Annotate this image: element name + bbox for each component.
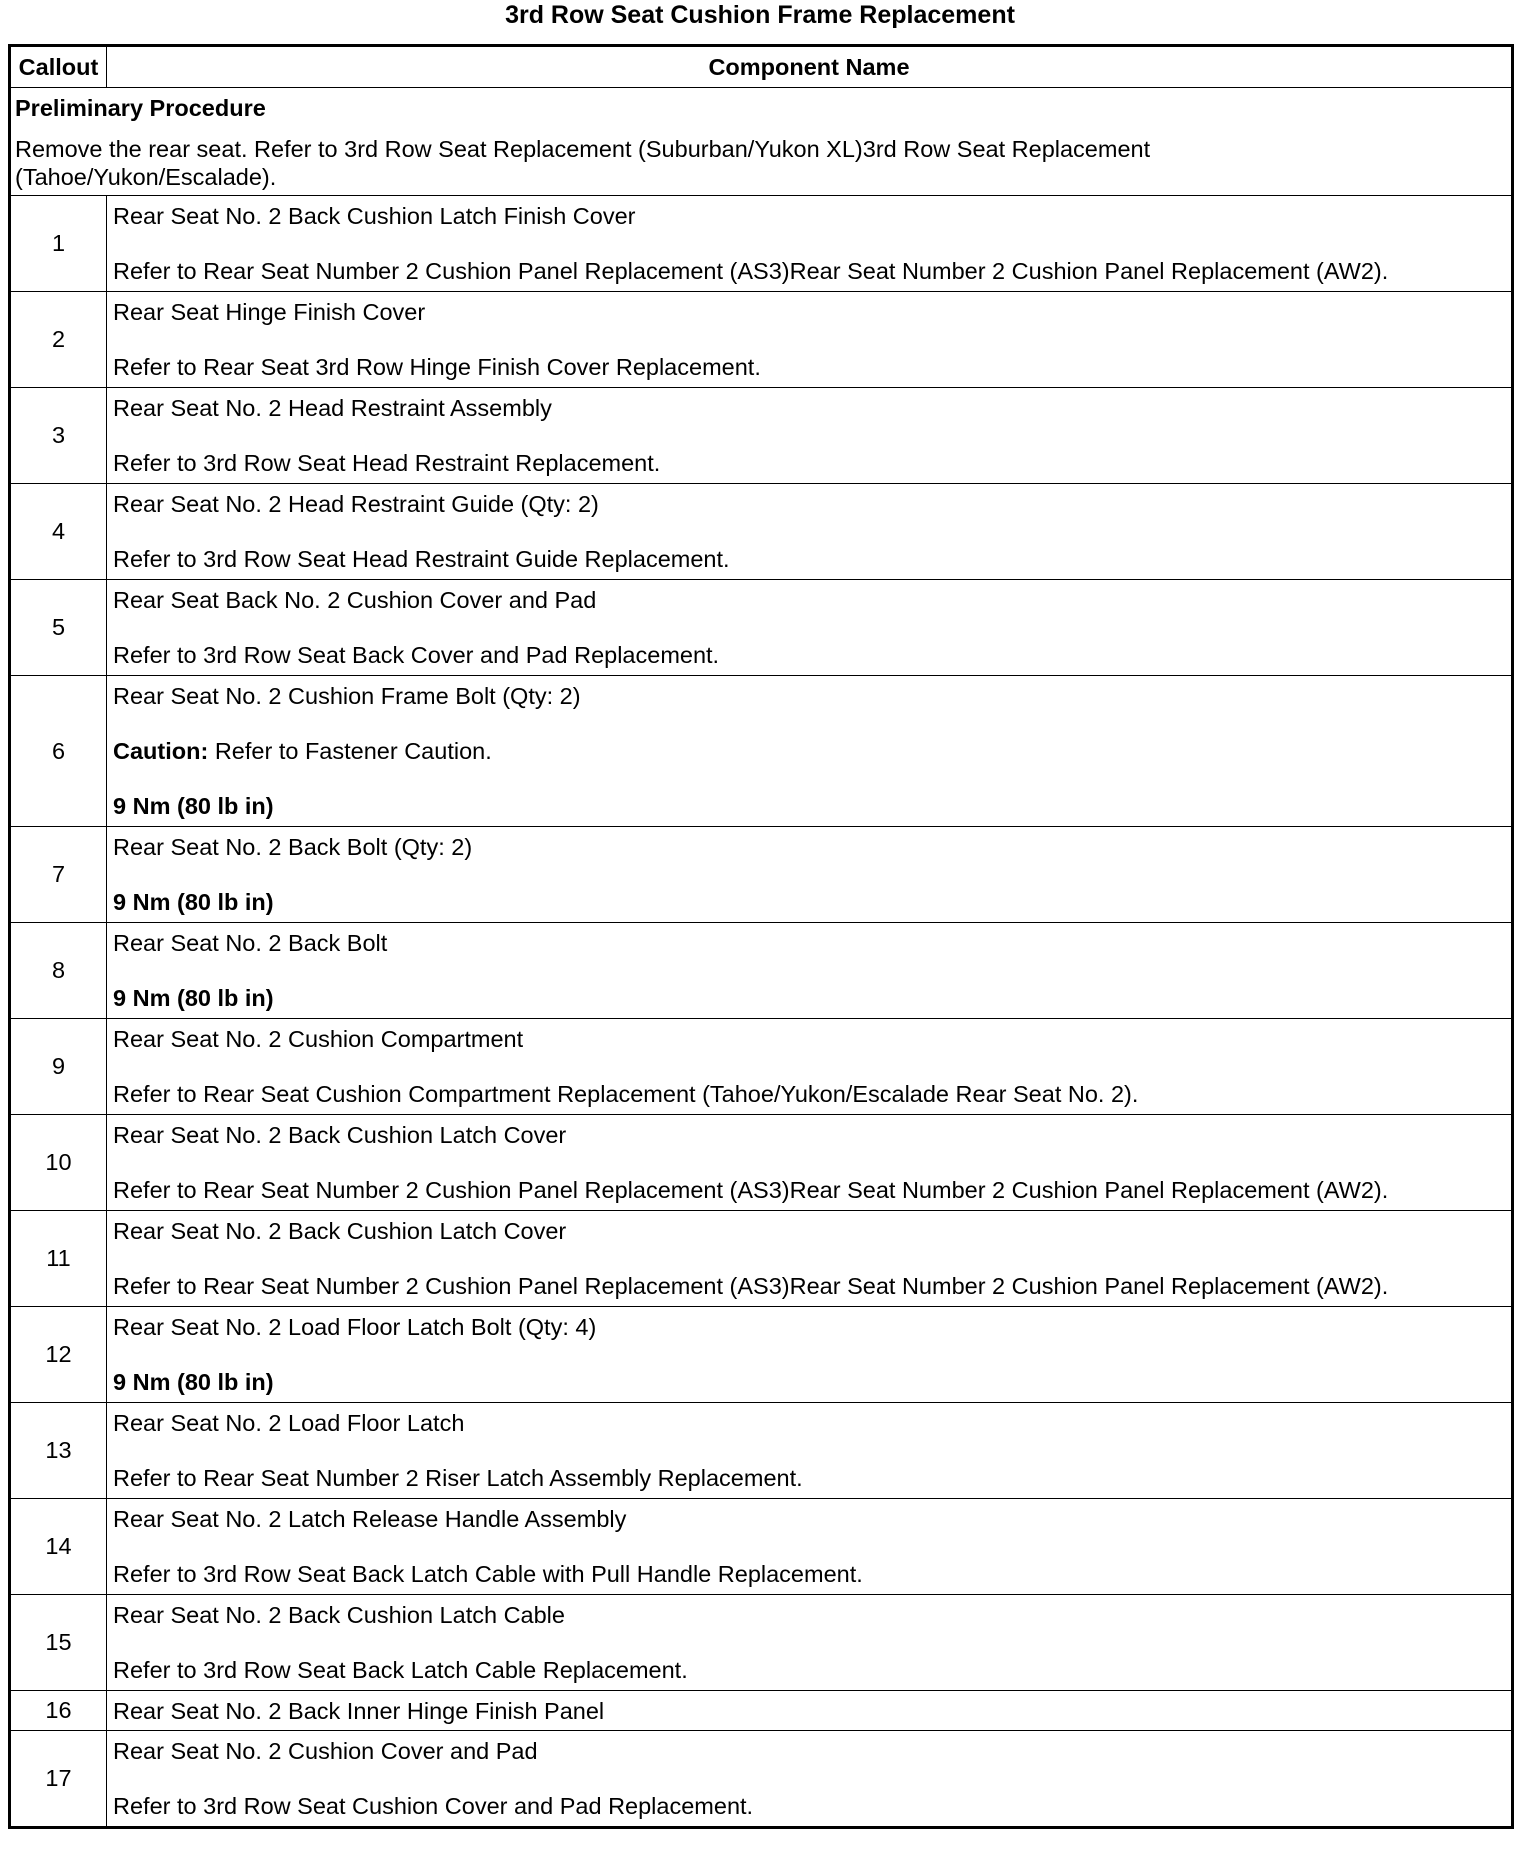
table-row (10, 827, 1513, 923)
document-title: 3rd Row Seat Cushion Frame Replacement (505, 1, 1015, 29)
component-reference: Refer to 3rd Row Seat Head Restraint Replacement. (113, 450, 661, 476)
table-row (10, 1019, 1513, 1115)
table-row (10, 1211, 1513, 1307)
table-row (10, 1595, 1513, 1691)
torque-spec: 9 Nm (80 lb in) (113, 1369, 274, 1395)
preliminary-procedure-title: Preliminary Procedure (15, 95, 266, 121)
component-cell (107, 196, 1513, 292)
component-cell (107, 923, 1513, 1019)
torque-spec: 9 Nm (80 lb in) (113, 793, 274, 819)
component-name: Rear Seat No. 2 Cushion Compartment (113, 1026, 524, 1052)
component-reference: Refer to 3rd Row Seat Back Latch Cable with Pull Handle Replacement. (113, 1561, 863, 1587)
component-reference: Refer to Rear Seat 3rd Row Hinge Finish Cover Replacement. (113, 354, 761, 380)
component-cell (107, 1115, 1513, 1211)
component-name: Rear Seat No. 2 Back Cushion Latch Cover (113, 1122, 567, 1148)
callout-number: 10 (10, 1115, 107, 1211)
callout-number: 14 (10, 1499, 107, 1595)
component-name-column-header: Component Name (107, 46, 1513, 88)
component-reference: Refer to Rear Seat Number 2 Cushion Panel Replacement (AS3)Rear Seat Number 2 Cushion Panel Replacement (AW2). (113, 258, 1389, 284)
preliminary-procedure-cell (10, 88, 1513, 196)
table-header-row (10, 46, 1513, 88)
callout-number: 8 (10, 923, 107, 1019)
torque-spec: 9 Nm (80 lb in) (113, 889, 274, 915)
table-row (10, 1731, 1513, 1828)
component-cell (107, 580, 1513, 676)
component-name: Rear Seat Hinge Finish Cover (113, 299, 426, 325)
component-reference: Refer to Rear Seat Number 2 Riser Latch Assembly Replacement. (113, 1465, 803, 1491)
component-reference: Refer to Rear Seat Number 2 Cushion Panel Replacement (AS3)Rear Seat Number 2 Cushion Panel Replacement (AW2). (113, 1273, 1389, 1299)
component-cell (107, 1499, 1513, 1595)
components-table (8, 44, 1514, 1829)
table-row (10, 292, 1513, 388)
callout-number: 17 (10, 1731, 107, 1828)
component-name: Rear Seat No. 2 Cushion Frame Bolt (Qty: 2) (113, 683, 581, 709)
callout-number: 12 (10, 1307, 107, 1403)
component-reference: Refer to Rear Seat Cushion Compartment Replacement (Tahoe/Yukon/Escalade Rear Seat No. 2). (113, 1081, 1139, 1107)
table-row (10, 923, 1513, 1019)
component-cell (107, 292, 1513, 388)
preliminary-line-2: (Tahoe/Yukon/Escalade). (15, 164, 277, 190)
component-cell (107, 1307, 1513, 1403)
component-cell (107, 1595, 1513, 1691)
callout-column-header: Callout (10, 46, 107, 88)
component-reference: Refer to 3rd Row Seat Back Latch Cable Replacement. (113, 1657, 688, 1683)
table-row (10, 676, 1513, 827)
component-cell (107, 1211, 1513, 1307)
component-name: Rear Seat No. 2 Back Bolt (113, 930, 388, 956)
callout-number: 5 (10, 580, 107, 676)
component-name: Rear Seat No. 2 Back Cushion Latch Cable (113, 1602, 565, 1628)
table-row (10, 388, 1513, 484)
table-row (10, 484, 1513, 580)
callout-number: 13 (10, 1403, 107, 1499)
table-row (10, 1307, 1513, 1403)
table-row (10, 196, 1513, 292)
component-reference: Refer to Rear Seat Number 2 Cushion Panel Replacement (AS3)Rear Seat Number 2 Cushion Panel Replacement (AW2). (113, 1177, 1389, 1203)
component-name: Rear Seat No. 2 Load Floor Latch (113, 1410, 465, 1436)
table-row (10, 580, 1513, 676)
callout-number: 7 (10, 827, 107, 923)
component-name: Rear Seat No. 2 Back Bolt (Qty: 2) (113, 834, 473, 860)
caution-text: Refer to Fastener Caution. (208, 738, 492, 764)
component-name: Rear Seat No. 2 Head Restraint Guide (Qty: 2) (113, 491, 599, 517)
table-row (10, 1403, 1513, 1499)
callout-number: 15 (10, 1595, 107, 1691)
component-name: Rear Seat No. 2 Head Restraint Assembly (113, 395, 552, 421)
component-reference: Refer to 3rd Row Seat Head Restraint Guide Replacement. (113, 546, 730, 572)
preliminary-line-1: Remove the rear seat. Refer to 3rd Row Seat Replacement (Suburban/Yukon XL)3rd Row Seat Replacement (15, 136, 1151, 162)
component-name: Rear Seat Back No. 2 Cushion Cover and Pad (113, 587, 597, 613)
preliminary-procedure-row (10, 88, 1513, 196)
torque-spec: 9 Nm (80 lb in) (113, 985, 274, 1011)
component-name: Rear Seat No. 2 Back Cushion Latch Cover (113, 1218, 567, 1244)
component-cell (107, 827, 1513, 923)
table-row (10, 1691, 1513, 1731)
callout-number: 16 (10, 1691, 107, 1731)
component-reference: Refer to 3rd Row Seat Back Cover and Pad Replacement. (113, 642, 720, 668)
component-cell (107, 484, 1513, 580)
callout-number: 3 (10, 388, 107, 484)
component-cell (107, 1731, 1513, 1828)
callout-number: 2 (10, 292, 107, 388)
callout-number: 9 (10, 1019, 107, 1115)
component-cell (107, 388, 1513, 484)
caution-label: Caution: (113, 738, 209, 764)
preliminary-procedure-text (15, 135, 1507, 191)
component-name: Rear Seat No. 2 Back Inner Hinge Finish Panel (113, 1697, 605, 1724)
component-cell (107, 1403, 1513, 1499)
component-cell (107, 1691, 1513, 1731)
component-name: Rear Seat No. 2 Back Cushion Latch Finish Cover (113, 203, 636, 229)
component-cell (107, 1019, 1513, 1115)
component-cell (107, 676, 1513, 827)
table-row (10, 1499, 1513, 1595)
component-reference: Refer to 3rd Row Seat Cushion Cover and Pad Replacement. (113, 1793, 754, 1819)
component-name: Rear Seat No. 2 Cushion Cover and Pad (113, 1738, 538, 1764)
callout-number: 11 (10, 1211, 107, 1307)
callout-number: 6 (10, 676, 107, 827)
callout-number: 1 (10, 196, 107, 292)
callout-number: 4 (10, 484, 107, 580)
component-name: Rear Seat No. 2 Latch Release Handle Assembly (113, 1506, 627, 1532)
caution-line (113, 737, 1511, 765)
component-name: Rear Seat No. 2 Load Floor Latch Bolt (Qty: 4) (113, 1314, 597, 1340)
table-row (10, 1115, 1513, 1211)
